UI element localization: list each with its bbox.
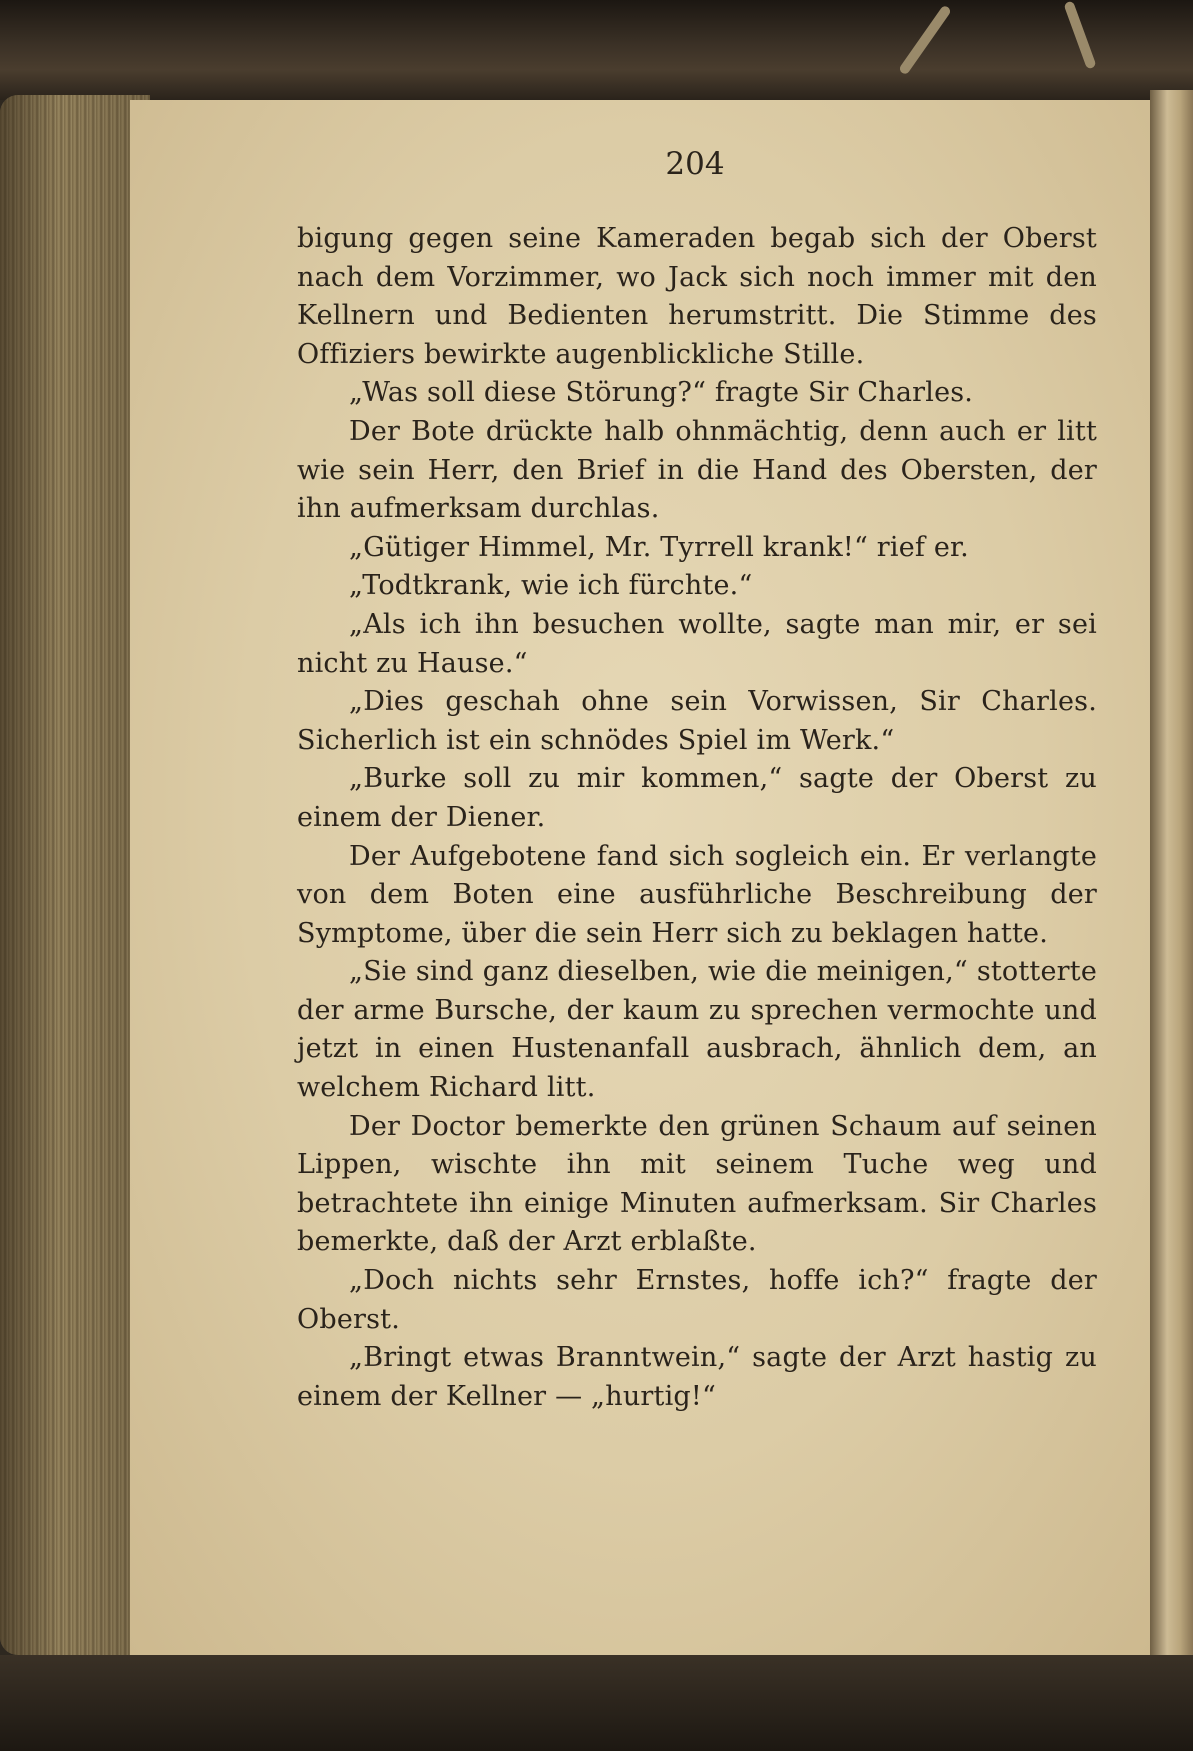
page-number: 204 xyxy=(665,146,725,182)
page-edges xyxy=(0,95,150,1655)
paragraph: „Dies geschah ohne sein Vorwissen, Sir Charles. Sicherlich ist ein schnödes Spiel im Werk.“ xyxy=(297,686,1097,756)
book-cover-top xyxy=(0,0,1193,100)
paragraph: „Was soll diese Störung?“ fragte Sir Charles. xyxy=(349,377,974,409)
paragraph: „Burke soll zu mir kommen,“ sagte der Oberst zu einem der Diener. xyxy=(297,763,1097,833)
paragraph: Der Bote drückte halb ohnmächtig, denn auch er litt wie sein Herr, den Brief in die Hand des Obersten, der ihn aufmerksam durchlas. xyxy=(297,415,1097,525)
paragraph: Der Aufgebotene fand sich sogleich ein. Er verlangte von dem Boten eine ausführliche Beschreibung der Symptome, über die sein Herr sich zu beklagen hatte. xyxy=(297,840,1097,949)
book-gutter xyxy=(1150,90,1193,1670)
background-surface xyxy=(0,1655,1193,1751)
paragraph: „Todtkrank, wie ich fürchte.“ xyxy=(349,570,753,602)
paragraph: Der Doctor bemerkte den grünen Schaum auf seinen Lippen, wischte ihn mit seinem Tuche weg und betrachtete ihn einige Minuten aufmerksam. Sir Charles bemerkte, daß der Arzt erblaßte. xyxy=(297,1110,1097,1258)
paragraph: „Sie sind ganz dieselben, wie die meinigen,“ stotterte der arme Bursche, der kaum zu sprechen vermochte und jetzt in einen Hustenanfall ausbrach, ähnlich dem, an welchem Richard litt. xyxy=(297,956,1097,1104)
paragraph: „Gütiger Himmel, Mr. Tyrrell krank!“ rief er. xyxy=(349,531,969,563)
paragraph: „Als ich ihn besuchen wollte, sagte man mir, er sei nicht zu Hause.“ xyxy=(297,608,1097,679)
paragraph: „Doch nichts sehr Ernstes, hoffe ich?“ fragte der Oberst. xyxy=(297,1265,1097,1335)
paragraph: „Bringt etwas Branntwein,“ sagte der Arzt hastig zu einem der Kellner — „hurtig!“ xyxy=(297,1342,1097,1412)
body-text xyxy=(297,220,1097,1416)
paragraph: bigung gegen seine Kameraden begab sich der Oberst nach dem Vorzimmer, wo Jack sich noch immer mit den Kellnern und Bedienten herumstritt. Die Stimme des Offiziers bewirkte augenblickliche Stille. xyxy=(297,223,1097,370)
